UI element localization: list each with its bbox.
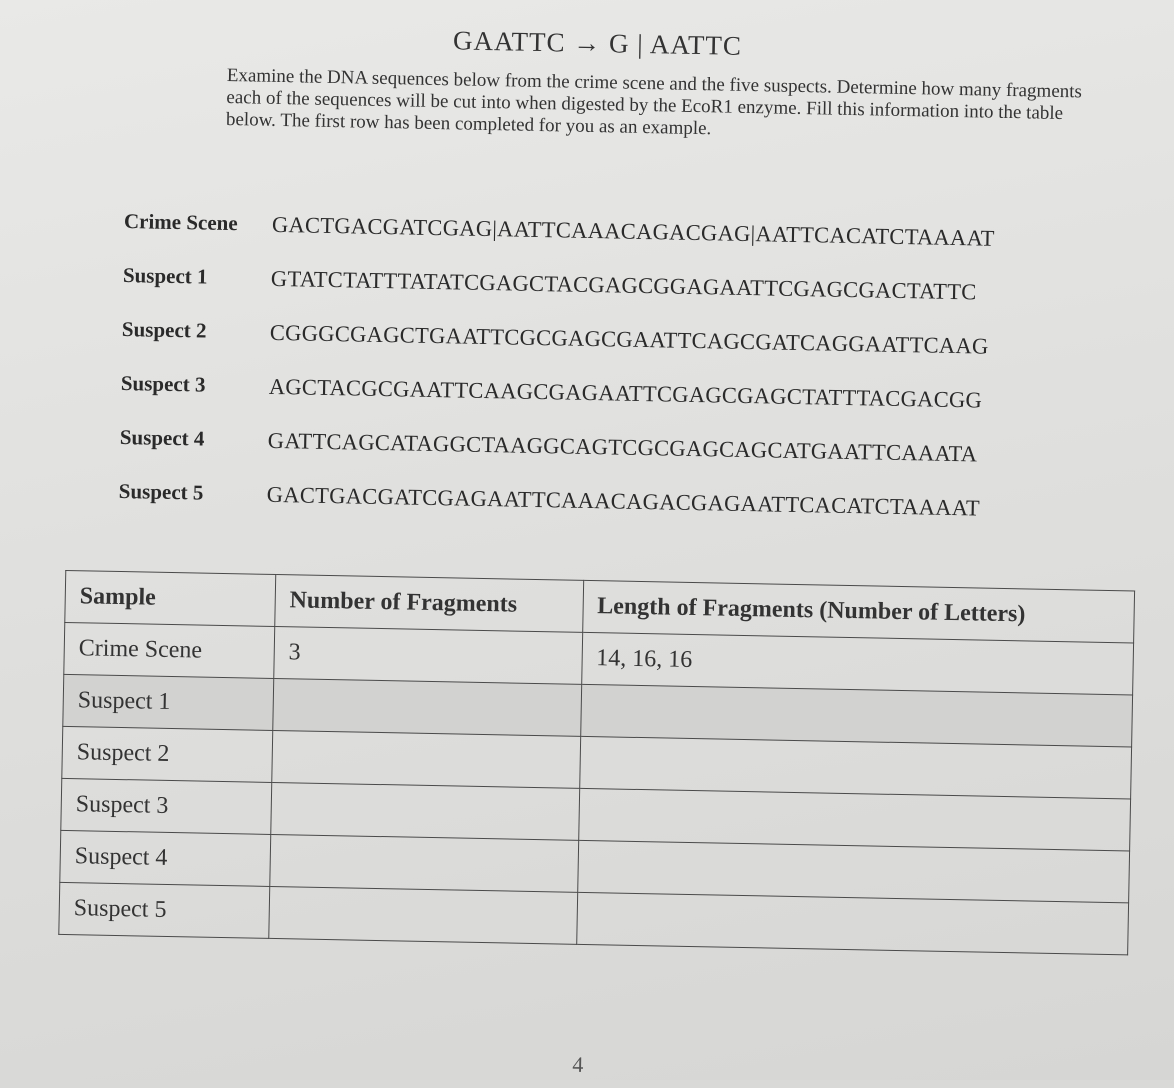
lengths-cell: 14, 16, 16 (581, 632, 1133, 695)
header-sample: Sample (65, 570, 276, 626)
sample-cell: Crime Scene (64, 622, 275, 678)
fragments-cell[interactable] (272, 730, 581, 788)
sequence-text: GACTGACGATCGAG|AATTCAAACAGACGAG|AATTCACATCTAAAAT (271, 211, 995, 251)
sample-cell: Suspect 1 (63, 674, 274, 730)
worksheet-page (28, 0, 1148, 1080)
sequence-label: Suspect 2 (121, 316, 207, 343)
page-number: 4 (572, 1051, 584, 1077)
page-title: GAATTC → G | AATTC (452, 25, 743, 61)
sequence-row-suspect-1 (123, 263, 1123, 316)
sequence-label: Suspect 4 (119, 424, 205, 451)
sequence-text: GTATCTATTTATATCGAGCTACGAGCGGAGAATTCGAGCGACTATTC (270, 265, 977, 305)
sample-cell: Suspect 2 (62, 726, 273, 782)
sample-cell: Suspect 5 (59, 882, 270, 938)
sample-cell: Suspect 4 (60, 830, 271, 886)
sequence-row-suspect-2 (122, 317, 1122, 370)
sequence-text: GATTCAGCATAGGCTAAGGCAGTCGCGAGCAGCATGAATTCAAATA (267, 427, 978, 467)
header-length-of-fragments: Length of Fragments (Number of Letters) (582, 580, 1134, 643)
fragments-cell[interactable] (271, 782, 580, 840)
instructions-text: Examine the DNA sequences below from the crime scene and the five suspects. Determine how many fragments each of the sequences will be cut into when digested by the EcoR1 enzyme. Fill this information into the table below. The first row has been completed for you as an example. (225, 64, 1083, 140)
sequence-row-suspect-4 (119, 425, 1119, 478)
fragments-cell[interactable] (273, 678, 582, 736)
fragments-cell[interactable] (269, 886, 578, 944)
sample-cell: Suspect 3 (61, 778, 272, 834)
header-number-of-fragments: Number of Fragments (275, 574, 584, 632)
sequence-label: Suspect 1 (122, 263, 208, 289)
sequence-text: CGGGCGAGCTGAATTCGCGAGCGAATTCAGCGATCAGGAATTCAAG (269, 319, 989, 359)
sequence-row-crime-scene (124, 209, 1124, 262)
sequence-label: Suspect 3 (120, 370, 206, 397)
fragments-cell: 3 (274, 626, 583, 684)
sequence-row-suspect-5 (118, 479, 1118, 532)
sequence-text: GACTGACGATCGAGAATTCAAACAGACGAGAATTCACATCTAAAAT (266, 481, 981, 521)
sequence-row-suspect-3 (120, 371, 1120, 424)
sequence-label: Crime Scene (123, 209, 238, 236)
fragments-cell[interactable] (270, 834, 579, 892)
fragments-table (58, 570, 1135, 955)
lengths-cell[interactable] (576, 892, 1128, 955)
sequence-text: AGCTACGCGAATTCAAGCGAGAATTCGAGCGAGCTATTTACGACGG (268, 373, 983, 413)
sequence-label: Suspect 5 (118, 478, 204, 505)
